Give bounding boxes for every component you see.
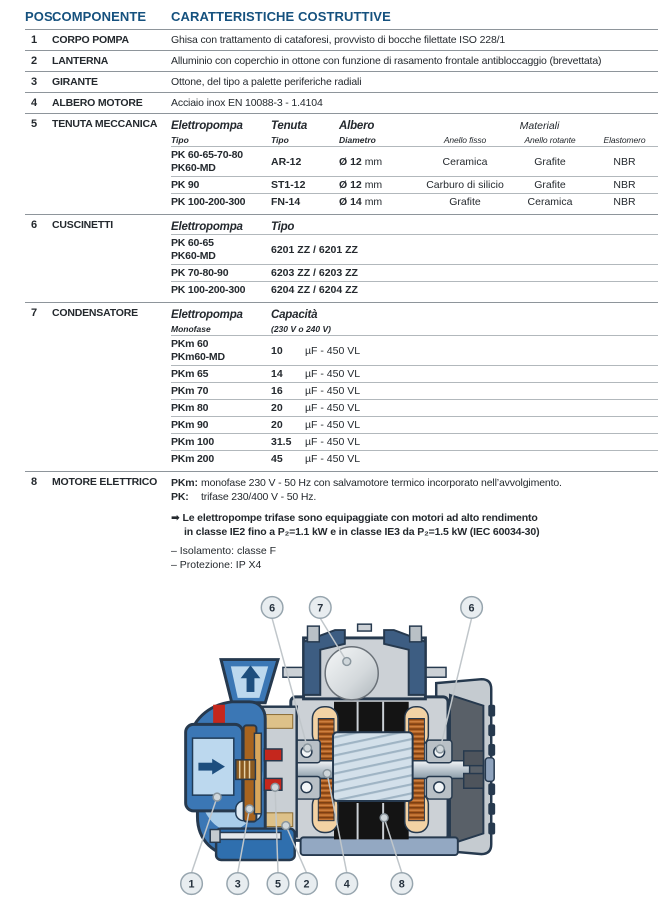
row-pos: 4 <box>30 97 38 109</box>
col-tenuta: Tenuta <box>271 119 308 132</box>
capacitor-row: PKm 70 16 µF - 450 VL <box>171 383 658 400</box>
svg-text:1: 1 <box>188 878 195 891</box>
capacitor-row: PKm 65 14 µF - 450 VL <box>171 366 658 383</box>
svg-text:4: 4 <box>343 878 350 891</box>
component-name: GIRANTE <box>52 76 98 88</box>
component-name: ALBERO MOTORE <box>52 97 143 109</box>
rotor <box>333 732 413 801</box>
col-elettropompa: Elettropompa <box>171 220 243 233</box>
shaft-spline <box>236 760 256 780</box>
component-name: CORPO POMPA <box>52 34 129 46</box>
table-row <box>25 30 658 51</box>
bearings-header <box>171 219 658 235</box>
callout-4 <box>336 873 358 895</box>
seal-row: PK 100-200-300 FN-14 Ø 14 mm Grafite Ceramica NBR <box>171 195 636 208</box>
col-capacita: Capacità <box>271 308 318 321</box>
capacitor-header-top <box>171 307 658 322</box>
motor-base <box>301 837 458 855</box>
bearings-row: PK 100-200-300 6204 ZZ / 6204 ZZ <box>171 283 358 296</box>
capacitor-subtable <box>171 307 658 467</box>
protection-spec: – Protezione: IP X4 <box>171 559 262 571</box>
table-row <box>25 93 658 114</box>
row-pos: 1 <box>30 34 38 46</box>
pump-cross-section-diagram <box>0 577 670 900</box>
header-pos: POS. <box>25 9 57 24</box>
callout-2 <box>296 873 318 895</box>
table-row <box>25 72 658 93</box>
col-materiali: Materiali <box>519 119 560 132</box>
component-description: Acciaio inox EN 10088-3 - 1.4104 <box>171 97 323 109</box>
col-elastomero: Elastomero <box>603 134 646 145</box>
col-albero: Albero <box>339 119 375 132</box>
callout-7 <box>309 597 331 619</box>
capacitor-row: PKm 80 20 µF - 450 VL <box>171 400 658 417</box>
table-row-seal <box>25 114 658 215</box>
table-row-capacitor <box>25 303 658 472</box>
capacitor-row: PKm 200 45 µF - 450 VL <box>171 452 361 465</box>
col-tipo: Tipo <box>271 134 289 145</box>
seal-row: PK 90 ST1-12 Ø 12 mm Carburo di silicio Grafite NBR <box>171 177 658 194</box>
component-description: Alluminio con coperchio in ottone con funzione di rasamento frontale antibloccaggio (brevettata) <box>171 55 602 67</box>
svg-text:8: 8 <box>398 878 405 891</box>
row-pos: 3 <box>30 76 38 88</box>
bearings-subtable <box>171 219 658 298</box>
callout-6-left <box>261 597 283 619</box>
svg-text:7: 7 <box>317 602 324 615</box>
col-diametro: Diametro <box>339 134 376 145</box>
component-name: CONDENSATORE <box>52 307 138 319</box>
table-row-bearings <box>25 215 658 303</box>
header-componente: COMPONENTE <box>52 9 147 24</box>
callout-6-right <box>461 597 483 619</box>
col-elettropompa: Elettropompa <box>171 308 243 321</box>
col-voltage: (230 V o 240 V) <box>271 323 332 334</box>
callout-1 <box>181 873 203 895</box>
col-anello-fisso: Anello fisso <box>443 134 487 145</box>
svg-text:6: 6 <box>468 602 475 615</box>
motor-line-pkm: PKm: monofase 230 V - 50 Hz con salvamotore termico incorporato nell’avvolgimento. <box>171 477 562 489</box>
motor-specs <box>171 545 658 572</box>
header-caratteristiche: CARATTERISTICHE COSTRUTTIVE <box>171 9 391 24</box>
col-tipo: Tipo <box>171 134 189 145</box>
svg-text:2: 2 <box>303 878 310 891</box>
table-row-motor <box>25 472 658 577</box>
pump-diagram-svg <box>0 577 670 900</box>
row-pos: 7 <box>30 307 38 319</box>
component-name: LANTERNA <box>52 55 109 67</box>
table-header <box>25 0 658 30</box>
arrow-right-icon: ➡ <box>171 512 180 524</box>
motor-line-pk: PK: trifase 230/400 V - 50 Hz. <box>171 491 317 503</box>
component-name: TENUTA MECCANICA <box>52 118 158 130</box>
row-pos: 2 <box>30 55 38 67</box>
bearings-row: PK 70-80-90 6203 ZZ / 6203 ZZ <box>171 265 658 282</box>
seal-header-top <box>171 118 658 133</box>
motor-details <box>171 476 658 573</box>
component-name: MOTORE ELETTRICO <box>52 476 158 488</box>
seal-header-sub <box>171 133 658 147</box>
seal-subtable <box>171 118 658 210</box>
seal-row: PK 60-65-70-80 PK60-MD AR-12 Ø 12 mm Ceramica Grafite NBR <box>171 147 658 177</box>
callout-3 <box>227 873 249 895</box>
capacitor-row: PKm 60 PKm60-MD 10 µF - 450 VL <box>171 336 658 366</box>
callout-5 <box>267 873 289 895</box>
components-table <box>25 0 658 577</box>
row-pos: 6 <box>30 219 38 231</box>
component-description: Ottone, del tipo a palette periferiche radiali <box>171 76 362 88</box>
col-anello-rotante: Anello rotante <box>524 134 576 145</box>
capacitor-row: PKm 100 31.5 µF - 450 VL <box>171 434 658 451</box>
callout-8 <box>391 873 413 895</box>
row-pos: 5 <box>30 118 38 130</box>
svg-text:5: 5 <box>275 878 282 891</box>
table-row <box>25 51 658 72</box>
tie-rod <box>218 832 281 839</box>
isolation-spec: – Isolamento: classe F <box>171 545 277 557</box>
motor-efficiency-note: ➡ Le elettropompe trifase sono equipaggiate con motori ad alto rendimento in classe IE2 fino a P₂=1.1 kW e in classe IE3 da P₂=1.5 kW (IEC 60034-30) <box>171 512 540 538</box>
capacitor-row: PKm 90 20 µF - 450 VL <box>171 417 658 434</box>
bearings-row: PK 60-65 PK60-MD 6201 ZZ / 6201 ZZ <box>171 235 658 265</box>
row-pos: 8 <box>30 476 38 488</box>
svg-text:3: 3 <box>234 878 241 891</box>
col-tipo: Tipo <box>271 220 295 233</box>
component-description: Ghisa con trattamento di cataforesi, provvisto di bocche filettate ISO 228/1 <box>171 34 506 46</box>
col-monofase: Monofase <box>171 323 211 334</box>
capacitor-header-sub <box>171 322 658 336</box>
component-name: CUSCINETTI <box>52 219 114 231</box>
capacitor <box>325 647 378 700</box>
svg-text:6: 6 <box>269 602 276 615</box>
col-elettropompa: Elettropompa <box>171 119 243 132</box>
